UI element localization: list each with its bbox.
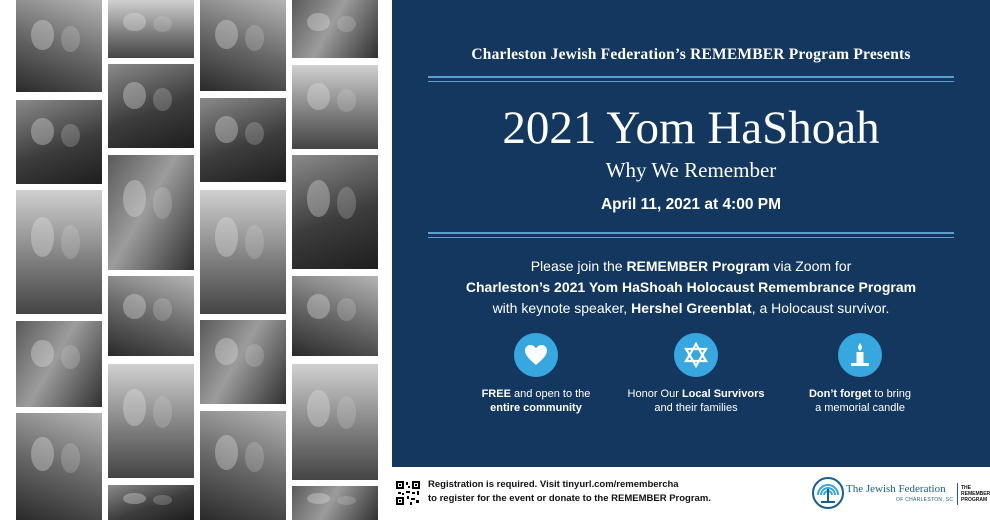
family-photo: [292, 364, 378, 480]
feature-list: [392, 333, 990, 423]
invite-text: , a Holocaust survivor.: [751, 300, 890, 316]
event-panel: [392, 0, 990, 467]
divider: [428, 76, 954, 82]
event-title: 2021 Yom HaShoah: [502, 102, 880, 154]
presenter-heading: Charleston Jewish Federation’s REMEMBER Program Presents: [471, 46, 911, 63]
family-photo: [292, 65, 378, 149]
family-photo: [292, 155, 378, 269]
family-photo: [292, 0, 378, 58]
family-photo: [108, 485, 194, 520]
family-photo: [16, 100, 102, 184]
candle-icon: [838, 333, 882, 377]
invitation-text: [392, 256, 990, 319]
speaker-name: Hershel Greenblat: [631, 300, 752, 316]
family-photo: [108, 276, 194, 356]
event-datetime: April 11, 2021 at 4:00 PM: [600, 196, 782, 213]
logo-name: The Jewish Federation: [846, 483, 946, 495]
family-photo: [200, 411, 286, 520]
feature-caption: FREE and open to the entire community: [481, 388, 591, 414]
program-full-name: Charleston’s 2021 Yom HaShoah Holocaust Remembrance Program: [465, 279, 917, 295]
registration-text: [428, 478, 711, 506]
footer: [392, 467, 990, 520]
family-photo: [108, 0, 194, 58]
family-photo: [108, 64, 194, 148]
family-photo: [108, 155, 194, 270]
program-name: REMEMBER Program: [626, 258, 770, 274]
star-of-david-icon: [674, 333, 718, 377]
family-photo: [200, 0, 286, 91]
qr-code-icon[interactable]: [395, 480, 421, 506]
family-photo: [16, 321, 102, 407]
family-photo: [16, 413, 102, 520]
family-photo: [200, 190, 286, 314]
feature-caption: Honor Our Local Survivors and their families: [627, 388, 765, 414]
logo-program: THE REMEMBER PROGRAM: [961, 485, 990, 503]
photo-collage: [0, 0, 392, 520]
family-photo: [200, 320, 286, 404]
family-photo: [16, 190, 102, 314]
family-photo: [200, 98, 286, 182]
registration-line: to register for the event or donate to the REMEMBER Program.: [428, 493, 711, 504]
logo-divider: [957, 483, 958, 505]
family-photo: [292, 276, 378, 356]
invite-text: with keynote speaker,: [492, 300, 632, 316]
heart-icon: [514, 333, 558, 377]
logo-location: OF CHARLESTON, SC: [896, 497, 954, 503]
invite-text: Please join the: [530, 258, 627, 274]
event-subtitle: Why We Remember: [605, 158, 777, 182]
registration-line: Registration is required. Visit tinyurl.com/remembercha: [428, 479, 679, 490]
feature-candle: [760, 333, 960, 415]
feature-caption: Don’t forget to bring a memorial candle: [808, 388, 912, 414]
federation-logo-icon: [812, 477, 844, 509]
family-photo: [108, 364, 194, 478]
federation-logo: [812, 475, 990, 513]
family-photo: [16, 0, 102, 92]
family-photo: [292, 486, 378, 520]
divider: [428, 232, 954, 238]
invite-text: via Zoom for: [769, 258, 852, 274]
